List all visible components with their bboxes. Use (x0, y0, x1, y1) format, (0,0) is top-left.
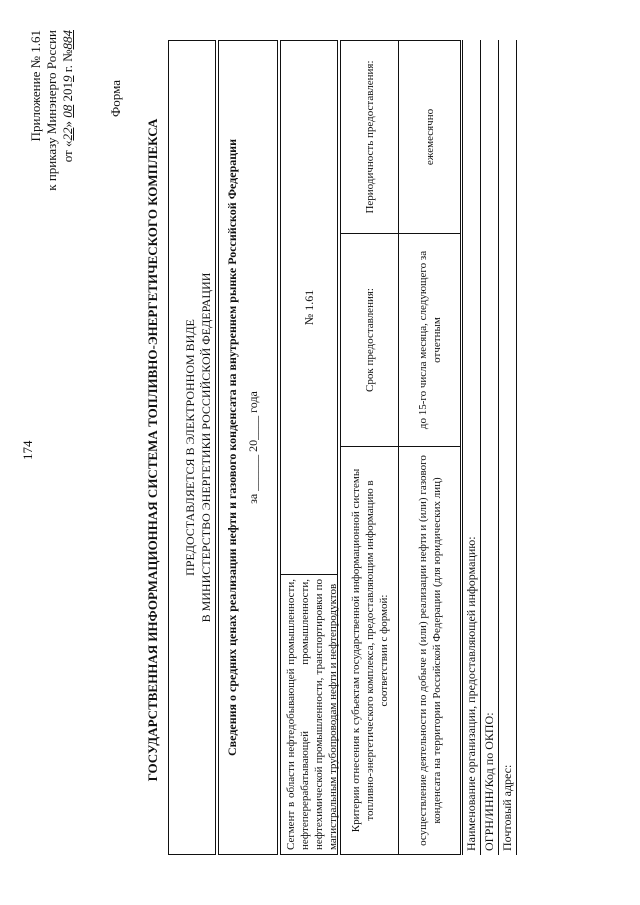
appendix-line3 (60, 30, 76, 191)
segment-row (280, 40, 338, 855)
order-year-suffix: г. № (60, 49, 75, 76)
appendix-block (28, 30, 76, 191)
periodicity-header: Периодичность предоставления: (341, 41, 399, 234)
order-month: 08 (60, 104, 75, 118)
appendix-line2: к приказу Минэнерго России (44, 30, 59, 191)
appendix-line1: Приложение № 1.61 (28, 30, 43, 142)
report-period: за ______ 20____ года (246, 391, 260, 504)
report-title-box (218, 40, 278, 855)
main-title: ГОСУДАРСТВЕННАЯ ИНФОРМАЦИОННАЯ СИСТЕМА ТОПЛИВНО-ЭНЕРГЕТИЧЕСКОГО КОМПЛЕКСА (145, 118, 160, 782)
page-number: 174 (20, 440, 35, 460)
order-number: 884 (60, 30, 75, 50)
organization-info (462, 40, 517, 855)
form-number: № 1.61 (301, 289, 316, 326)
deadline-value: до 15-го числа месяца, следующего за отчетным (399, 234, 461, 447)
submission-line1: ПРЕДОСТАВЛЯЕТСЯ В ЭЛЕКТРОННОМ ВИДЕ (183, 319, 197, 576)
criteria-header-row (341, 41, 399, 855)
info-line-name: Наименование организации, предоставляющей информацию: (463, 40, 481, 855)
date-close: » (60, 121, 75, 128)
criteria-header: Критерии отнесения к субъектам государственной информационной системы топливно-энергетического комплекса, предоставляющим информацию в соответствии с формой: (341, 447, 399, 855)
submission-box (168, 40, 216, 855)
order-year-digit: 9 (60, 75, 75, 83)
order-day: 22 (60, 127, 75, 141)
criteria-table (340, 40, 461, 855)
criteria-value: осуществление деятельности по добыче и (или) реализации нефти и (или) газового конденсата на территории Российской Федерации (для юридических лиц) (399, 447, 461, 855)
submission-line2: В МИНИСТЕРСТВО ЭНЕРГЕТИКИ РОССИЙСКОЙ ФЕДЕРАЦИИ (199, 272, 213, 623)
criteria-value-row (399, 41, 461, 855)
order-year-prefix: 201 (60, 82, 75, 102)
form-label: Форма (108, 80, 123, 117)
deadline-header: Срок предоставления: (341, 234, 399, 447)
info-line-ogrn: ОГРН/ИНН/Код по ОКПО: (481, 40, 499, 855)
report-title: Сведения о средних ценах реализации нефти и газового конденсата на внутреннем рынке Российской Федерации (225, 139, 239, 756)
segment-text: Сегмент в области нефтедобывающей промышленности, нефтеперерабатывающей промышленности, нефтехимической промышленности, транспортировки по магистральным трубопроводам нефти и нефтепродуктов (281, 574, 337, 854)
periodicity-value: ежемесячно (399, 41, 461, 234)
info-line-address: Почтовый адрес: (500, 764, 514, 851)
date-open: от « (60, 140, 75, 163)
